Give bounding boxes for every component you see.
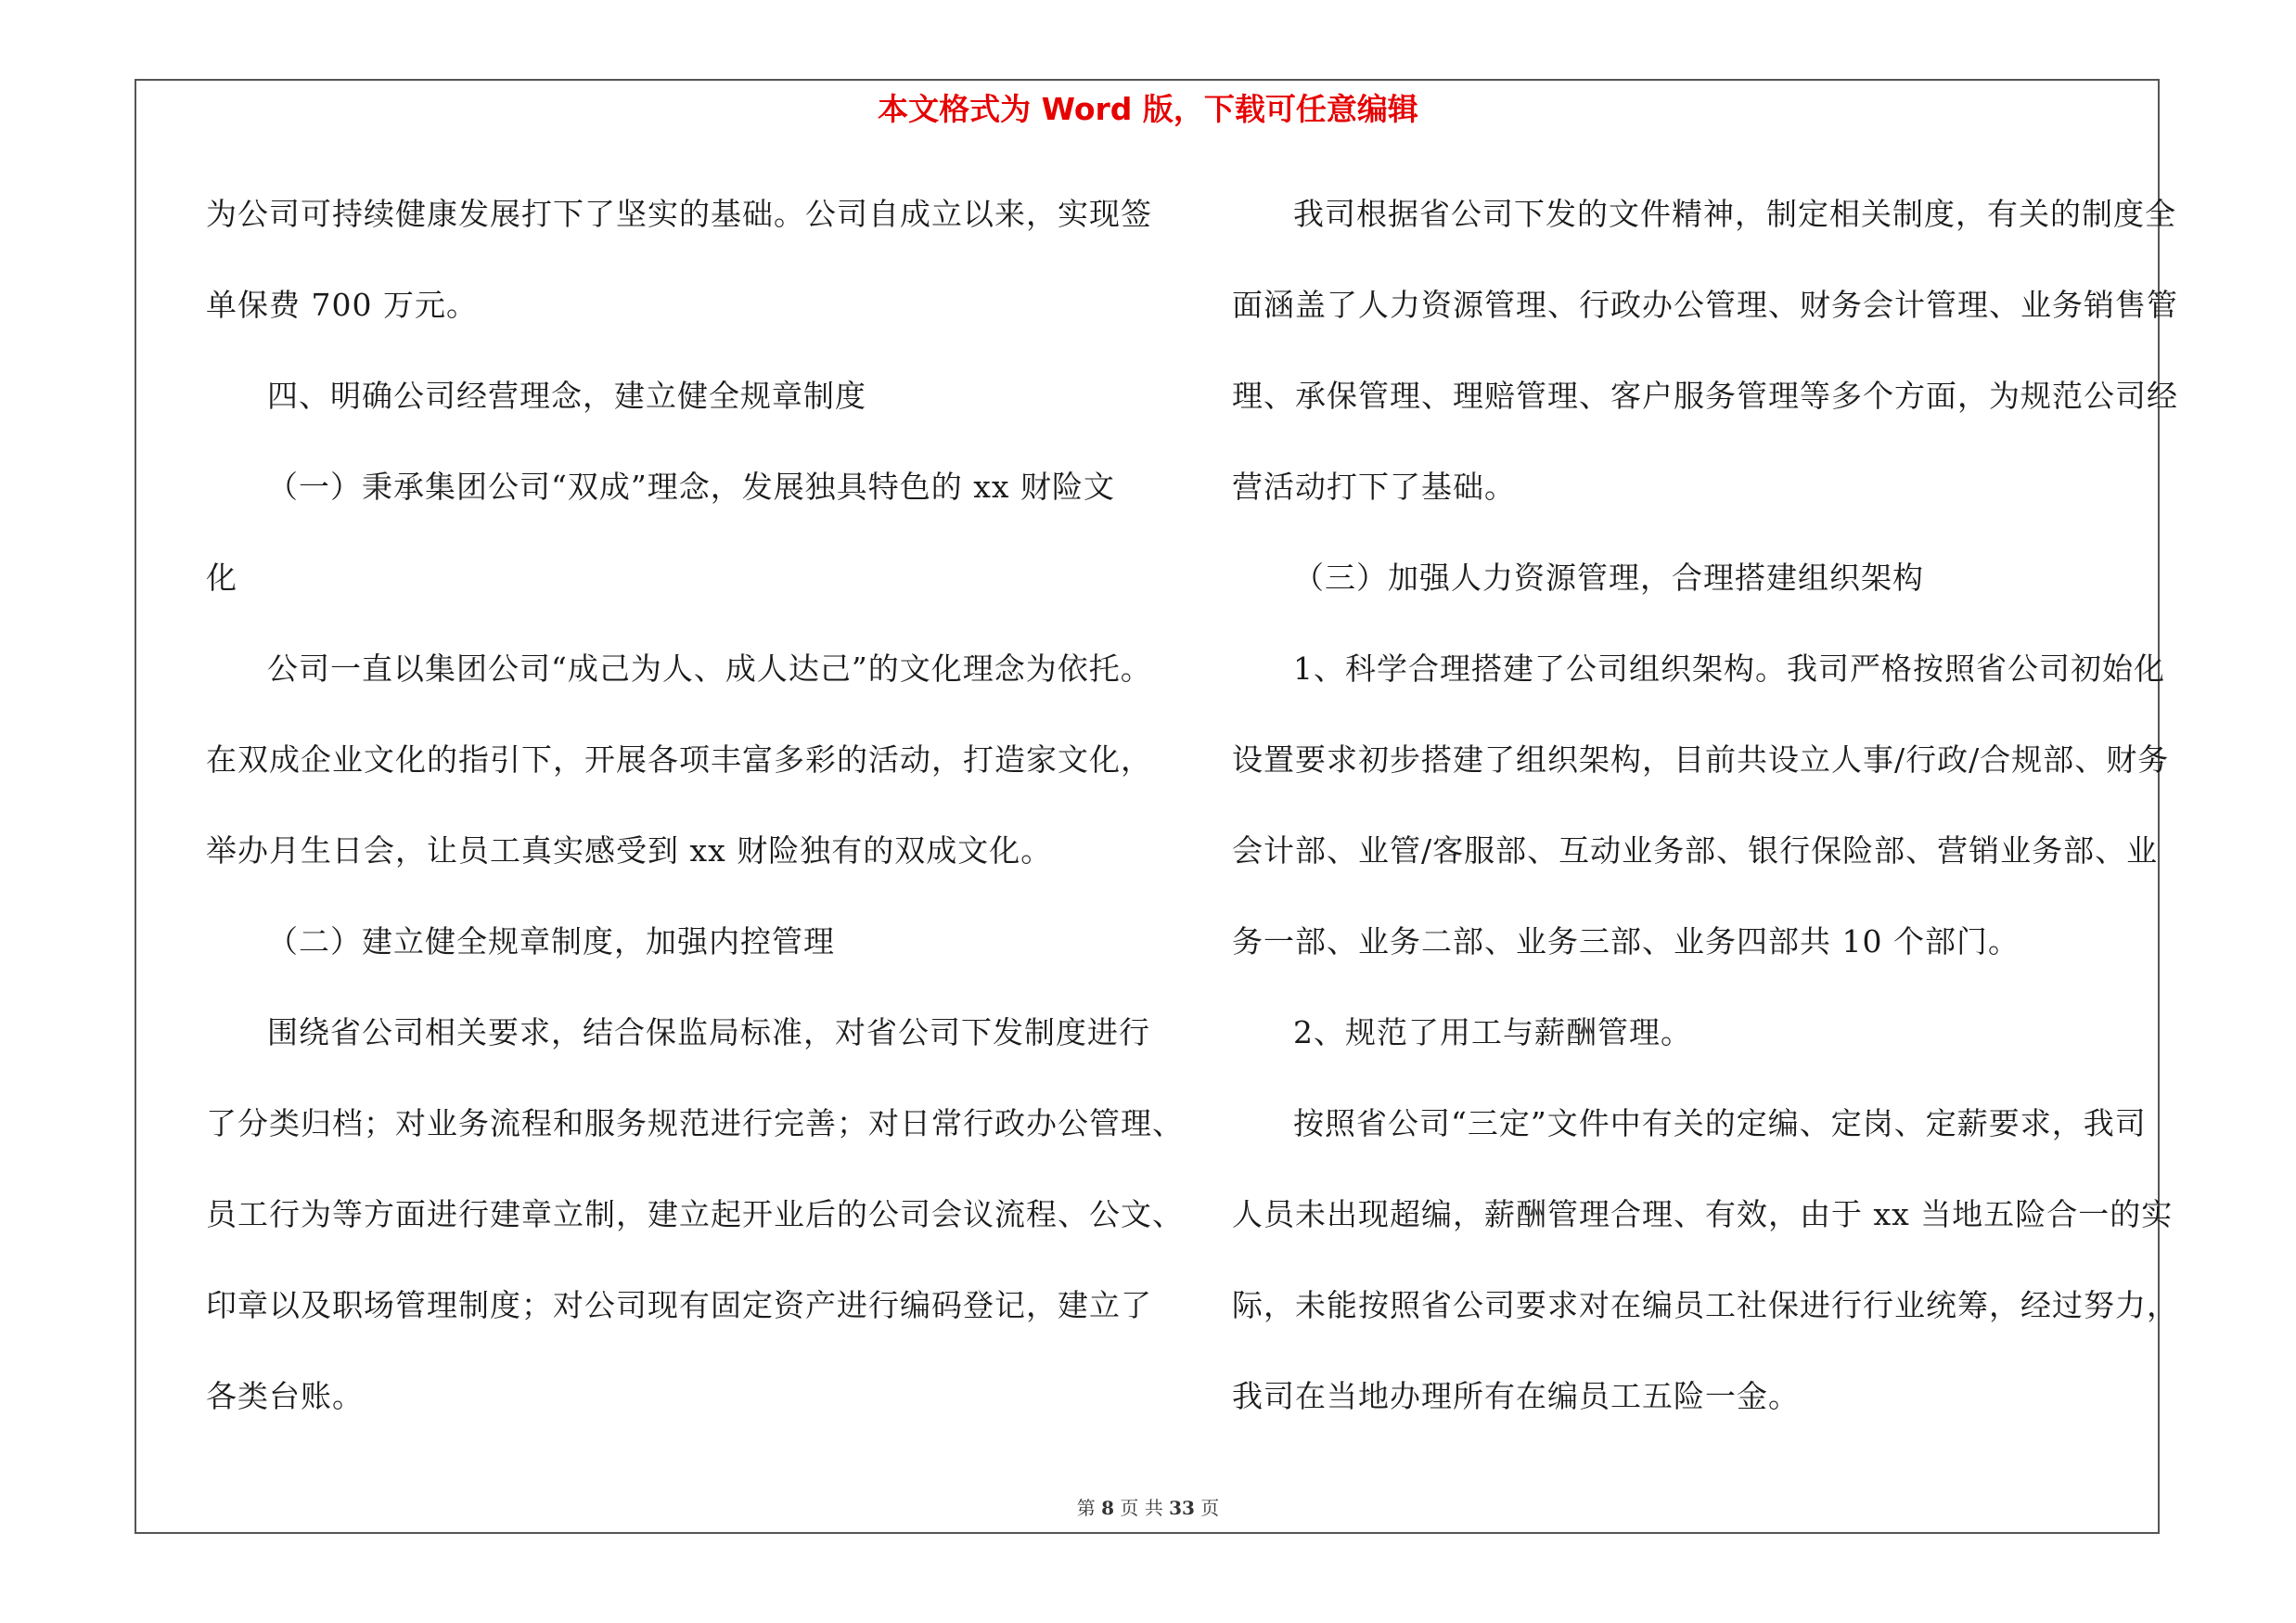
current-page-number: 8 [1101, 1497, 1114, 1519]
text-line: 我司根据省公司下发的文件精神，制定相关制度，有关的制度全 [1293, 196, 2176, 232]
right-text-column [1232, 169, 2178, 1442]
text-line: （一）秉承集团公司“双成”理念，发展独具特色的 xx 财险文 [267, 469, 1115, 505]
text-line: 我司在当地办理所有在编员工五险一金。 [1232, 1378, 1800, 1414]
left-text-column [206, 169, 1184, 1442]
text-line: 务一部、业务二部、业务三部、业务四部共 10 个部门。 [1232, 923, 2020, 960]
footer-prefix: 第 [1076, 1497, 1096, 1519]
total-pages-number: 33 [1169, 1497, 1195, 1519]
text-line: 际，未能按照省公司要求对在编员工社保进行行业统筹，经过努力， [1232, 1287, 2178, 1323]
text-line: 公司一直以集团公司“成己为人、成人达己”的文化理念为依托。 [267, 650, 1152, 687]
text-line: 人员未出现超编，薪酬管理合理、有效，由于 xx 当地五险合一的实 [1232, 1196, 2174, 1232]
text-line: 1、科学合理搭建了公司组织架构。我司严格按照省公司初始化 [1293, 650, 2165, 687]
text-line: 举办月生日会，让员工真实感受到 xx 财险独有的双成文化。 [206, 832, 1053, 869]
text-line: 在双成企业文化的指引下，开展各项丰富多彩的活动，打造家文化， [206, 741, 1152, 778]
format-banner: 本文格式为 Word 版，下载可任意编辑 [878, 91, 1418, 127]
text-line: 化 [206, 560, 237, 596]
text-line: 了分类归档；对业务流程和服务规范进行完善；对日常行政办公管理、 [206, 1105, 1184, 1141]
text-line: 印章以及职场管理制度；对公司现有固定资产进行编码登记，建立了 [206, 1287, 1152, 1323]
footer-suffix: 页 [1200, 1497, 1220, 1519]
text-line: 2、规范了用工与薪酬管理。 [1293, 1014, 1692, 1050]
text-line: 单保费 700 万元。 [206, 287, 478, 323]
text-line: 围绕省公司相关要求，结合保监局标准，对省公司下发制度进行 [267, 1014, 1150, 1050]
page-footer [0, 1495, 2296, 1521]
text-line: 营活动打下了基础。 [1232, 469, 1516, 505]
text-line: （二）建立健全规章制度，加强内控管理 [267, 923, 835, 960]
text-line: 各类台账。 [206, 1378, 364, 1414]
footer-middle: 页 共 [1120, 1497, 1163, 1519]
text-line: 会计部、业管/客服部、互动业务部、银行保险部、营销业务部、业 [1232, 832, 2159, 869]
text-line: 四、明确公司经营理念，建立健全规章制度 [267, 378, 866, 414]
text-line: 面涵盖了人力资源管理、行政办公管理、财务会计管理、业务销售管 [1232, 287, 2178, 323]
text-line: 理、承保管理、理赔管理、客户服务管理等多个方面，为规范公司经 [1232, 378, 2178, 414]
text-line: 员工行为等方面进行建章立制，建立起开业后的公司会议流程、公文、 [206, 1196, 1184, 1232]
text-line: 为公司可持续健康发展打下了坚实的基础。公司自成立以来，实现签 [206, 196, 1152, 232]
text-line: 按照省公司“三定”文件中有关的定编、定岗、定薪要求，我司 [1293, 1105, 2147, 1141]
text-line: （三）加强人力资源管理，合理搭建组织架构 [1293, 560, 1924, 596]
text-line: 设置要求初步搭建了组织架构，目前共设立人事/行政/合规部、财务 [1232, 741, 2170, 778]
